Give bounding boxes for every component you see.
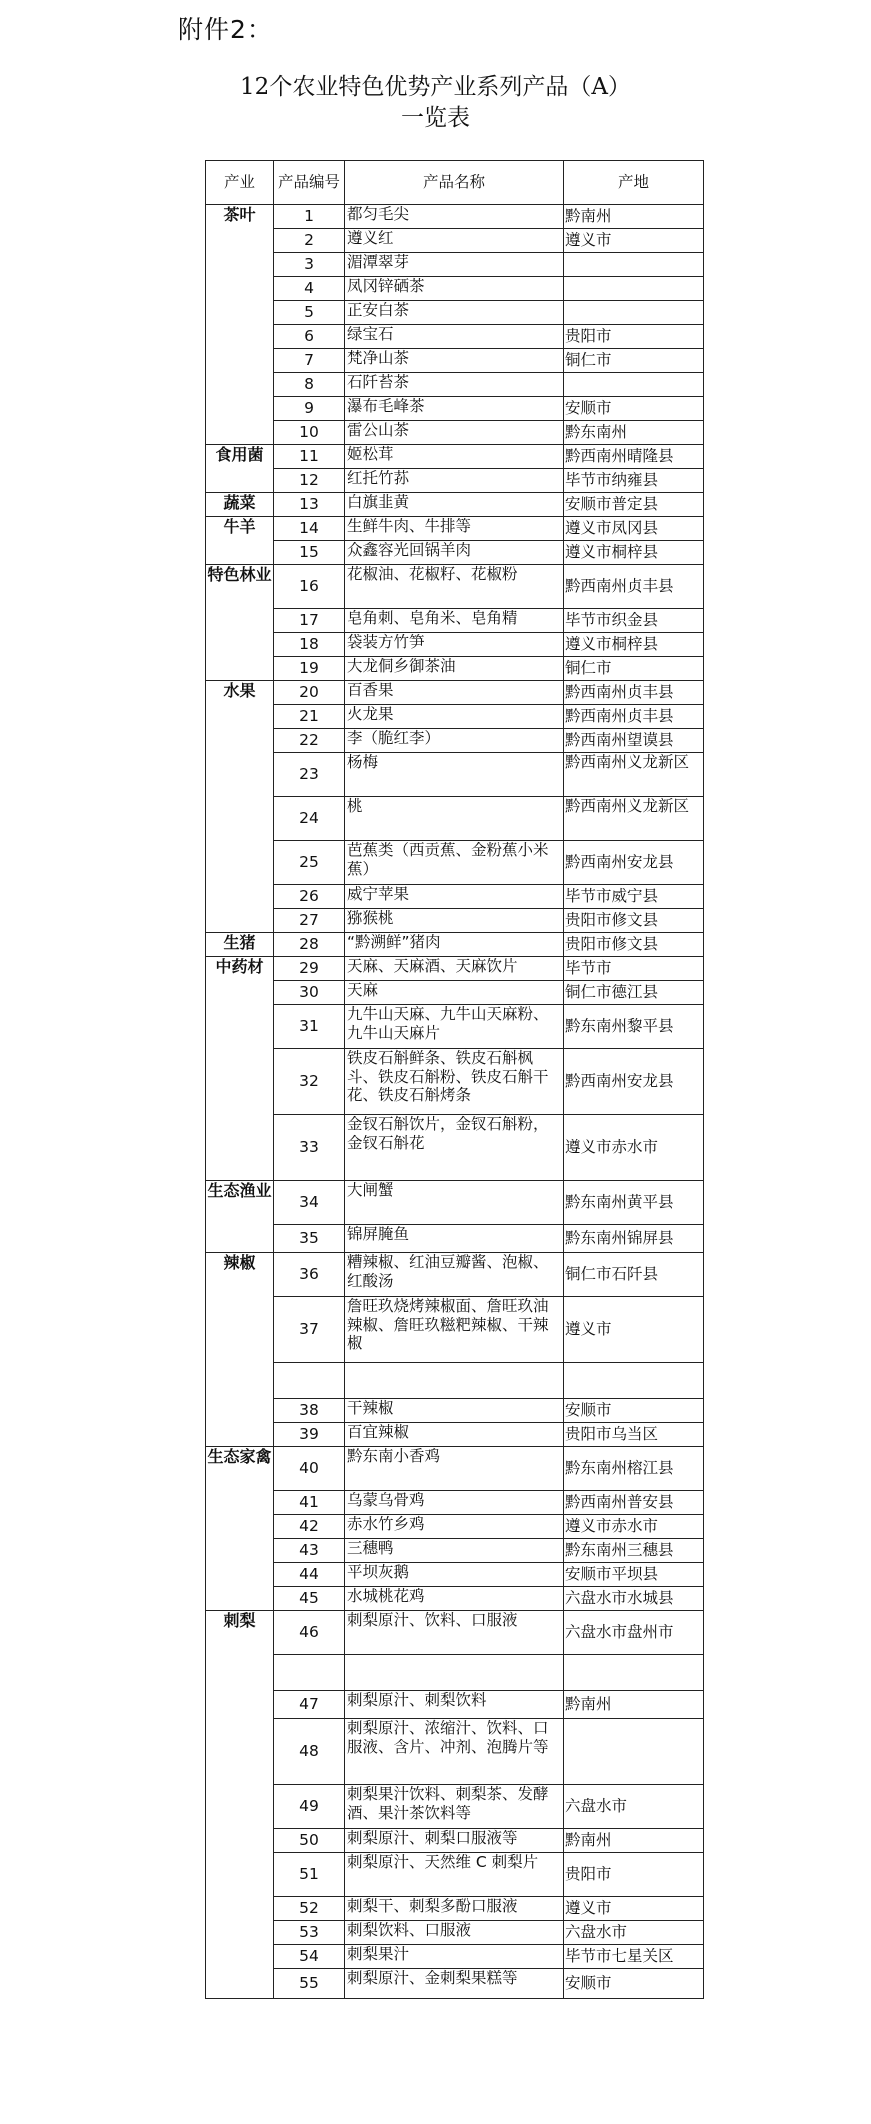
table-row — [206, 541, 704, 565]
product-number: 28 — [274, 933, 345, 957]
table-row — [206, 729, 704, 753]
table-row — [206, 1423, 704, 1447]
table-row — [206, 1655, 704, 1691]
product-origin: 安顺市平坝县 — [564, 1563, 704, 1587]
table-row — [206, 981, 704, 1005]
table-row — [206, 1005, 704, 1049]
product-number: 14 — [274, 517, 345, 541]
product-number — [274, 1363, 345, 1399]
product-name: 乌蒙乌骨鸡 — [345, 1491, 564, 1515]
product-origin: 安顺市普定县 — [564, 493, 704, 517]
product-origin: 安顺市 — [564, 1969, 704, 1999]
product-number: 48 — [274, 1719, 345, 1785]
table-row — [206, 1969, 704, 1999]
table-row — [206, 1785, 704, 1829]
product-origin: 黔东南州榕江县 — [564, 1447, 704, 1491]
table-row — [206, 705, 704, 729]
product-origin: 遵义市 — [564, 1297, 704, 1363]
product-origin: 铜仁市 — [564, 349, 704, 373]
product-name: 刺梨果汁饮料、刺梨茶、发酵酒、果汁茶饮料等 — [345, 1785, 564, 1829]
product-origin: 黔西南州义龙新区 — [564, 753, 704, 797]
product-origin: 铜仁市 — [564, 657, 704, 681]
product-name: 平坝灰鹅 — [345, 1563, 564, 1587]
product-origin — [564, 373, 704, 397]
header-origin: 产地 — [564, 161, 704, 205]
product-origin: 黔东南州黎平县 — [564, 1005, 704, 1049]
product-number: 45 — [274, 1587, 345, 1611]
industry-cell: 特色林业 — [206, 565, 274, 681]
product-origin: 铜仁市石阡县 — [564, 1253, 704, 1297]
header-name: 产品名称 — [345, 161, 564, 205]
product-name — [345, 1363, 564, 1399]
product-name: 糟辣椒、红油豆瓣酱、泡椒、红酸汤 — [345, 1253, 564, 1297]
product-name: 刺梨原汁、金刺梨果糕等 — [345, 1969, 564, 1999]
product-name: 水城桃花鸡 — [345, 1587, 564, 1611]
table-row — [206, 1447, 704, 1491]
product-origin — [564, 1363, 704, 1399]
product-name: 皂角刺、皂角米、皂角精 — [345, 609, 564, 633]
product-origin: 遵义市 — [564, 1897, 704, 1921]
product-number: 18 — [274, 633, 345, 657]
product-number: 6 — [274, 325, 345, 349]
industry-cell: 食用菌 — [206, 445, 274, 493]
product-origin: 贵阳市 — [564, 325, 704, 349]
product-number: 54 — [274, 1945, 345, 1969]
table-row — [206, 681, 704, 705]
product-name: 黔东南小香鸡 — [345, 1447, 564, 1491]
product-number: 24 — [274, 797, 345, 841]
attachment-label: 附件2： — [178, 15, 273, 44]
industry-cell: 刺梨 — [206, 1611, 274, 1999]
product-origin: 黔西南州贞丰县 — [564, 681, 704, 705]
product-number: 26 — [274, 885, 345, 909]
table-row — [206, 1181, 704, 1225]
product-name: 瀑布毛峰茶 — [345, 397, 564, 421]
table-row — [206, 933, 704, 957]
header-industry: 产业 — [206, 161, 274, 205]
product-name: 大闸蟹 — [345, 1181, 564, 1225]
product-number: 55 — [274, 1969, 345, 1999]
table-row — [206, 609, 704, 633]
product-number: 42 — [274, 1515, 345, 1539]
product-name: 天麻、天麻酒、天麻饮片 — [345, 957, 564, 981]
table-row — [206, 657, 704, 681]
product-number: 50 — [274, 1829, 345, 1853]
table-row — [206, 1363, 704, 1399]
product-name: 三穗鸭 — [345, 1539, 564, 1563]
product-name: 遵义红 — [345, 229, 564, 253]
product-number: 7 — [274, 349, 345, 373]
table-row — [206, 957, 704, 981]
product-origin: 六盘水市 — [564, 1785, 704, 1829]
product-name: 铁皮石斛鲜条、铁皮石斛枫斗、铁皮石斛粉、铁皮石斛干花、铁皮石斛烤条 — [345, 1049, 564, 1115]
table-row — [206, 469, 704, 493]
table-row — [206, 397, 704, 421]
product-number: 9 — [274, 397, 345, 421]
table-row — [206, 565, 704, 609]
product-origin: 贵阳市乌当区 — [564, 1423, 704, 1447]
product-number: 29 — [274, 957, 345, 981]
product-number: 32 — [274, 1049, 345, 1115]
table-row — [206, 253, 704, 277]
product-number — [274, 1655, 345, 1691]
table-row — [206, 753, 704, 797]
product-name: 刺梨果汁 — [345, 1945, 564, 1969]
product-origin: 黔西南州普安县 — [564, 1491, 704, 1515]
product-name: 袋装方竹笋 — [345, 633, 564, 657]
product-name: 花椒油、花椒籽、花椒粉 — [345, 565, 564, 609]
product-origin: 遵义市桐梓县 — [564, 633, 704, 657]
product-number: 47 — [274, 1691, 345, 1719]
product-origin: 毕节市纳雍县 — [564, 469, 704, 493]
table-row — [206, 373, 704, 397]
product-number: 46 — [274, 1611, 345, 1655]
table-row — [206, 909, 704, 933]
product-origin: 遵义市赤水市 — [564, 1115, 704, 1181]
table-row — [206, 1225, 704, 1253]
table-row — [206, 1611, 704, 1655]
product-name: 正安白茶 — [345, 301, 564, 325]
product-number: 53 — [274, 1921, 345, 1945]
product-name: 威宁苹果 — [345, 885, 564, 909]
product-name: 梵净山茶 — [345, 349, 564, 373]
product-number: 52 — [274, 1897, 345, 1921]
product-number: 12 — [274, 469, 345, 493]
product-name: 百宜辣椒 — [345, 1423, 564, 1447]
product-number: 43 — [274, 1539, 345, 1563]
product-number: 23 — [274, 753, 345, 797]
product-number: 39 — [274, 1423, 345, 1447]
table-row — [206, 493, 704, 517]
product-name: 李（脆红李） — [345, 729, 564, 753]
product-name: 都匀毛尖 — [345, 205, 564, 229]
product-name: 石阡苔茶 — [345, 373, 564, 397]
product-name: 刺梨原汁、刺梨口服液等 — [345, 1829, 564, 1853]
table-body — [206, 205, 704, 1999]
product-number: 30 — [274, 981, 345, 1005]
table-row — [206, 1587, 704, 1611]
product-name: 雷公山茶 — [345, 421, 564, 445]
product-name: 生鲜牛肉、牛排等 — [345, 517, 564, 541]
table-row — [206, 797, 704, 841]
product-name: 锦屏腌鱼 — [345, 1225, 564, 1253]
product-name: 湄潭翠芽 — [345, 253, 564, 277]
product-name: 金钗石斛饮片，金钗石斛粉，金钗石斛花 — [345, 1115, 564, 1181]
product-name — [345, 1655, 564, 1691]
product-origin: 贵阳市 — [564, 1853, 704, 1897]
table-row — [206, 1897, 704, 1921]
product-origin: 黔东南州锦屏县 — [564, 1225, 704, 1253]
industry-cell: 茶叶 — [206, 205, 274, 445]
product-origin — [564, 1655, 704, 1691]
product-name: 芭蕉类（西贡蕉、金粉蕉小米蕉） — [345, 841, 564, 885]
industry-cell: 生猪 — [206, 933, 274, 957]
product-origin: 贵阳市修文县 — [564, 933, 704, 957]
product-origin — [564, 277, 704, 301]
industry-cell: 生态家禽 — [206, 1447, 274, 1611]
product-number: 41 — [274, 1491, 345, 1515]
product-name: 干辣椒 — [345, 1399, 564, 1423]
header-number: 产品编号 — [274, 161, 345, 205]
product-number: 38 — [274, 1399, 345, 1423]
product-number: 15 — [274, 541, 345, 565]
table-row — [206, 1399, 704, 1423]
table-row — [206, 1829, 704, 1853]
product-number: 40 — [274, 1447, 345, 1491]
table-row — [206, 1491, 704, 1515]
product-origin: 贵阳市修文县 — [564, 909, 704, 933]
product-origin: 黔东南州三穗县 — [564, 1539, 704, 1563]
product-origin: 六盘水市盘州市 — [564, 1611, 704, 1655]
product-name: 众鑫容光回锅羊肉 — [345, 541, 564, 565]
product-name: 桃 — [345, 797, 564, 841]
product-name: “黔溯鲜”猪肉 — [345, 933, 564, 957]
product-name: 大龙侗乡御茶油 — [345, 657, 564, 681]
product-number: 13 — [274, 493, 345, 517]
product-origin: 黔东南州黄平县 — [564, 1181, 704, 1225]
table-header-row — [206, 161, 704, 205]
product-origin: 黔西南州义龙新区 — [564, 797, 704, 841]
product-name: 刺梨原汁、饮料、口服液 — [345, 1611, 564, 1655]
product-number: 10 — [274, 421, 345, 445]
product-origin: 安顺市 — [564, 1399, 704, 1423]
product-name: 火龙果 — [345, 705, 564, 729]
product-origin — [564, 253, 704, 277]
product-number: 27 — [274, 909, 345, 933]
industry-cell: 生态渔业 — [206, 1181, 274, 1253]
product-number: 11 — [274, 445, 345, 469]
industry-cell: 牛羊 — [206, 517, 274, 565]
product-name: 绿宝石 — [345, 325, 564, 349]
product-number: 19 — [274, 657, 345, 681]
product-origin: 黔东南州 — [564, 421, 704, 445]
product-origin: 毕节市 — [564, 957, 704, 981]
product-name: 杨梅 — [345, 753, 564, 797]
product-origin — [564, 1719, 704, 1785]
product-origin: 六盘水市 — [564, 1921, 704, 1945]
table-row — [206, 421, 704, 445]
product-number: 20 — [274, 681, 345, 705]
table-row — [206, 1719, 704, 1785]
product-number: 3 — [274, 253, 345, 277]
table-row — [206, 1253, 704, 1297]
table-row — [206, 349, 704, 373]
product-origin: 黔南州 — [564, 1829, 704, 1853]
industry-cell: 中药材 — [206, 957, 274, 1181]
product-number: 22 — [274, 729, 345, 753]
table-row — [206, 445, 704, 469]
product-origin: 遵义市桐梓县 — [564, 541, 704, 565]
table-row — [206, 1297, 704, 1363]
product-number: 33 — [274, 1115, 345, 1181]
table-row — [206, 1515, 704, 1539]
product-origin: 六盘水市水城县 — [564, 1587, 704, 1611]
product-origin: 毕节市威宁县 — [564, 885, 704, 909]
table-row — [206, 1945, 704, 1969]
product-number: 2 — [274, 229, 345, 253]
product-origin: 遵义市 — [564, 229, 704, 253]
product-name: 刺梨饮料、口服液 — [345, 1921, 564, 1945]
product-number: 16 — [274, 565, 345, 609]
product-number: 25 — [274, 841, 345, 885]
industry-cell: 水果 — [206, 681, 274, 933]
table-row — [206, 517, 704, 541]
industry-cell: 蔬菜 — [206, 493, 274, 517]
product-origin: 安顺市 — [564, 397, 704, 421]
product-number: 44 — [274, 1563, 345, 1587]
product-origin: 遵义市凤冈县 — [564, 517, 704, 541]
product-number: 37 — [274, 1297, 345, 1363]
table-row — [206, 1049, 704, 1115]
table-row — [206, 301, 704, 325]
product-number: 51 — [274, 1853, 345, 1897]
product-number: 49 — [274, 1785, 345, 1829]
product-number: 1 — [274, 205, 345, 229]
product-number: 4 — [274, 277, 345, 301]
product-name: 姬松茸 — [345, 445, 564, 469]
product-name: 红托竹荪 — [345, 469, 564, 493]
product-origin: 黔西南州安龙县 — [564, 841, 704, 885]
product-number: 17 — [274, 609, 345, 633]
product-number: 35 — [274, 1225, 345, 1253]
product-origin: 遵义市赤水市 — [564, 1515, 704, 1539]
product-name: 猕猴桃 — [345, 909, 564, 933]
product-name: 赤水竹乡鸡 — [345, 1515, 564, 1539]
table-row — [206, 205, 704, 229]
page-title: 12个农业特色优势产业系列产品（A） — [240, 74, 631, 100]
product-number: 8 — [274, 373, 345, 397]
product-number: 31 — [274, 1005, 345, 1049]
product-origin: 黔西南州望谟县 — [564, 729, 704, 753]
table-row — [206, 325, 704, 349]
product-number: 5 — [274, 301, 345, 325]
product-table — [205, 160, 704, 1999]
product-origin: 黔南州 — [564, 205, 704, 229]
product-origin: 毕节市织金县 — [564, 609, 704, 633]
table-row — [206, 1539, 704, 1563]
product-origin: 毕节市七星关区 — [564, 1945, 704, 1969]
product-number: 36 — [274, 1253, 345, 1297]
table-row — [206, 1563, 704, 1587]
product-origin: 黔西南州贞丰县 — [564, 565, 704, 609]
product-number: 34 — [274, 1181, 345, 1225]
product-name: 詹旺玖烧烤辣椒面、詹旺玖油辣椒、詹旺玖糍粑辣椒、干辣椒 — [345, 1297, 564, 1363]
product-name: 刺梨原汁、浓缩汁、饮料、口服液、含片、冲剂、泡腾片等 — [345, 1719, 564, 1785]
product-origin: 黔西南州安龙县 — [564, 1049, 704, 1115]
product-name: 凤冈锌硒茶 — [345, 277, 564, 301]
table-row — [206, 1115, 704, 1181]
table-row — [206, 229, 704, 253]
table-row — [206, 1921, 704, 1945]
table-row — [206, 1853, 704, 1897]
product-origin: 铜仁市德江县 — [564, 981, 704, 1005]
table-row — [206, 885, 704, 909]
product-name: 百香果 — [345, 681, 564, 705]
product-name: 天麻 — [345, 981, 564, 1005]
product-name: 刺梨干、刺梨多酚口服液 — [345, 1897, 564, 1921]
industry-cell: 辣椒 — [206, 1253, 274, 1447]
table-row — [206, 1691, 704, 1719]
product-origin: 黔南州 — [564, 1691, 704, 1719]
table-row — [206, 277, 704, 301]
product-name: 刺梨原汁、天然维 C 刺梨片 — [345, 1853, 564, 1897]
product-number: 21 — [274, 705, 345, 729]
product-origin — [564, 301, 704, 325]
table-row — [206, 841, 704, 885]
product-origin: 黔西南州晴隆县 — [564, 445, 704, 469]
product-name: 刺梨原汁、刺梨饮料 — [345, 1691, 564, 1719]
product-name: 九牛山天麻、九牛山天麻粉、九牛山天麻片 — [345, 1005, 564, 1049]
table-row — [206, 633, 704, 657]
product-origin: 黔西南州贞丰县 — [564, 705, 704, 729]
page-subtitle: 一览表 — [401, 105, 470, 131]
product-name: 白旗韭黄 — [345, 493, 564, 517]
